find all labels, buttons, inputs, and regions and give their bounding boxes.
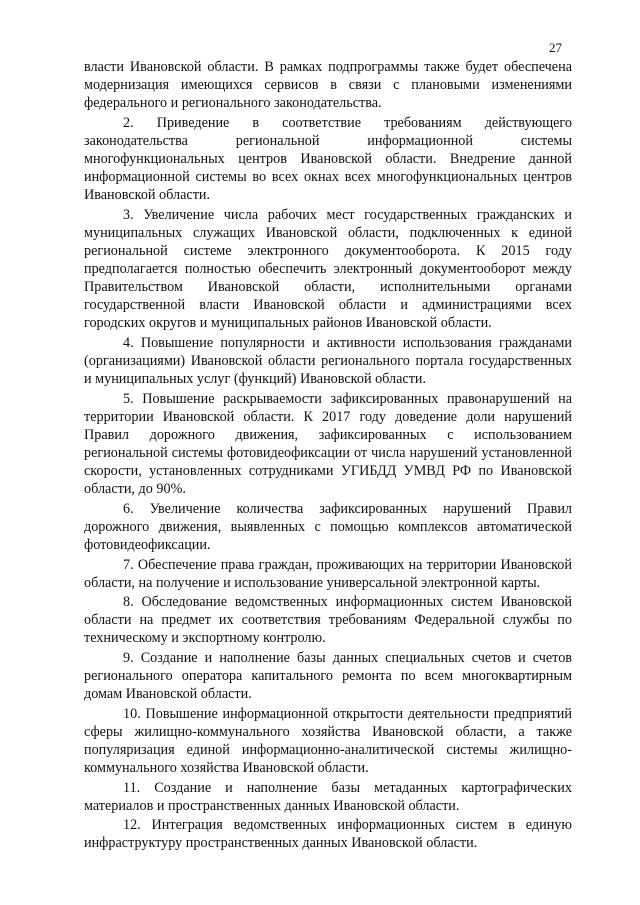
paragraph-item-4: 4. Повышение популярности и активности использования гражданами (организациями) Ивановской области регионального портала государственных и муниципальных услуг (функций) Ивановской области. — [84, 334, 572, 388]
paragraph-continuation: власти Ивановской области. В рамках подпрограммы также будет обеспечена модернизация имеющихся сервисов в связи с плановыми изменениями федерального и регионального законодательства. — [84, 59, 572, 112]
paragraph-item-11: 11. Создание и наполнение базы метаданных картографических материалов и пространственных данных Ивановской области. — [84, 779, 572, 814]
paragraph-item-6: 6. Увеличение количества зафиксированных нарушений Правил дорожного движения, выявленных с помощью комплексов автоматической фотовидеофиксации. — [84, 500, 572, 553]
paragraph-item-12: 12. Интеграция ведомственных информационных систем в единую инфраструктуру пространственных данных Ивановской области. — [84, 817, 572, 852]
paragraph-item-10: 10. Повышение информационной открытости деятельности предприятий сферы жилищно-коммунального хозяйства Ивановской области, а также популяризация единой информационно-аналитической системы жилищно-коммунального хозяйства Ивановской области. — [84, 705, 572, 777]
document-body — [84, 58, 572, 854]
paragraph-item-2: 2. Приведение в соответствие требованиям действующего законодательства региональной информационной системы многофункциональных центров Ивановской области. Внедрение данной информационной системы во всех окнах всех многофункциональных центров Ивановской области. — [84, 114, 572, 204]
paragraph-item-3: 3. Увеличение числа рабочих мест государственных гражданских и муниципальных служащих Ивановской области, подключенных к единой региональной системе электронного документооборота. К 2015 году предполагается полностью обеспечить электронный документооборот между Правительством Ивановской области, исполнительными органами государственной власти Ивановской области и администрациями всех городских округов и муниципальных районов Ивановской области. — [84, 206, 572, 332]
paragraph-item-9: 9. Создание и наполнение базы данных специальных счетов и счетов регионального оператора капитального ремонта по всем многоквартирным домам Ивановской области. — [84, 650, 572, 703]
paragraph-item-7: 7. Обеспечение права граждан, проживающих на территории Ивановской области, на получение и использование универсальной электронной карты. — [84, 556, 572, 591]
page-number: 27 — [549, 40, 562, 55]
paragraph-item-8: 8. Обследование ведомственных информационных систем Ивановской области на предмет их соответствия требованиям Федеральной службы по техническому и экспортному контролю. — [84, 594, 572, 647]
paragraph-item-5: 5. Повышение раскрываемости зафиксированных правонарушений на территории Ивановской области. К 2017 году доведение доли нарушений Правил дорожного движения, зафиксированных с использованием региональной системы фотовидеофиксации от числа нарушений установленной скорости, установленных сотрудниками УГИБДД УМВД РФ по Ивановской области, до 90%. — [84, 390, 572, 498]
